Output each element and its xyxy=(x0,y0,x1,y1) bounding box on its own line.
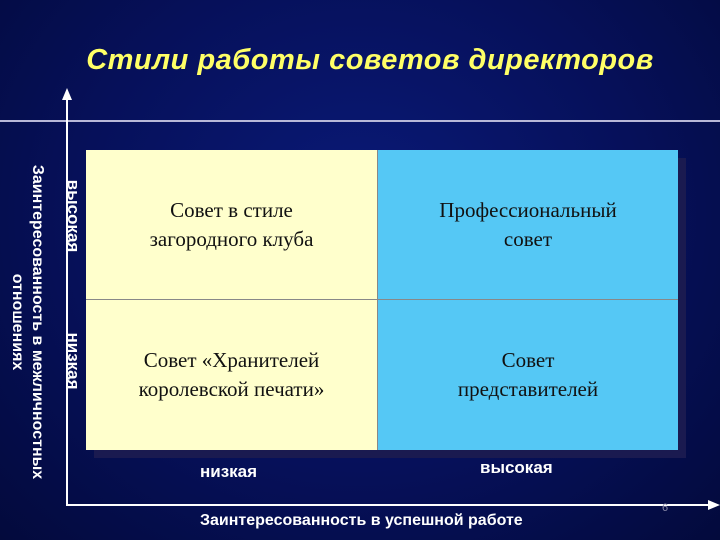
x-axis-low-label: низкая xyxy=(200,462,258,481)
cell-representatives: Совет представителей xyxy=(378,300,678,450)
cell-keepers-of-seal: Совет «Хранителей королевской печати» xyxy=(86,300,378,450)
slide-title: Стили работы советов директоров xyxy=(86,44,654,76)
y-axis-high-label: высокая xyxy=(64,179,83,253)
y-axis-title: Заинтересованность в межличностных отношениях xyxy=(9,164,46,480)
cell-professional: Профессиональный совет xyxy=(378,150,678,300)
y-axis-low-label: низкая xyxy=(64,332,83,390)
x-axis-high-label: высокая xyxy=(480,458,553,477)
cell-country-club: Совет в стиле загородного клуба xyxy=(86,150,378,300)
title-divider xyxy=(0,120,720,122)
x-axis-line xyxy=(66,504,712,506)
x-axis-arrow-icon xyxy=(708,500,720,510)
x-axis-title: Заинтересованность в успешной работе xyxy=(200,512,523,529)
y-axis-line xyxy=(66,98,68,506)
page-number: 6 xyxy=(662,502,669,514)
